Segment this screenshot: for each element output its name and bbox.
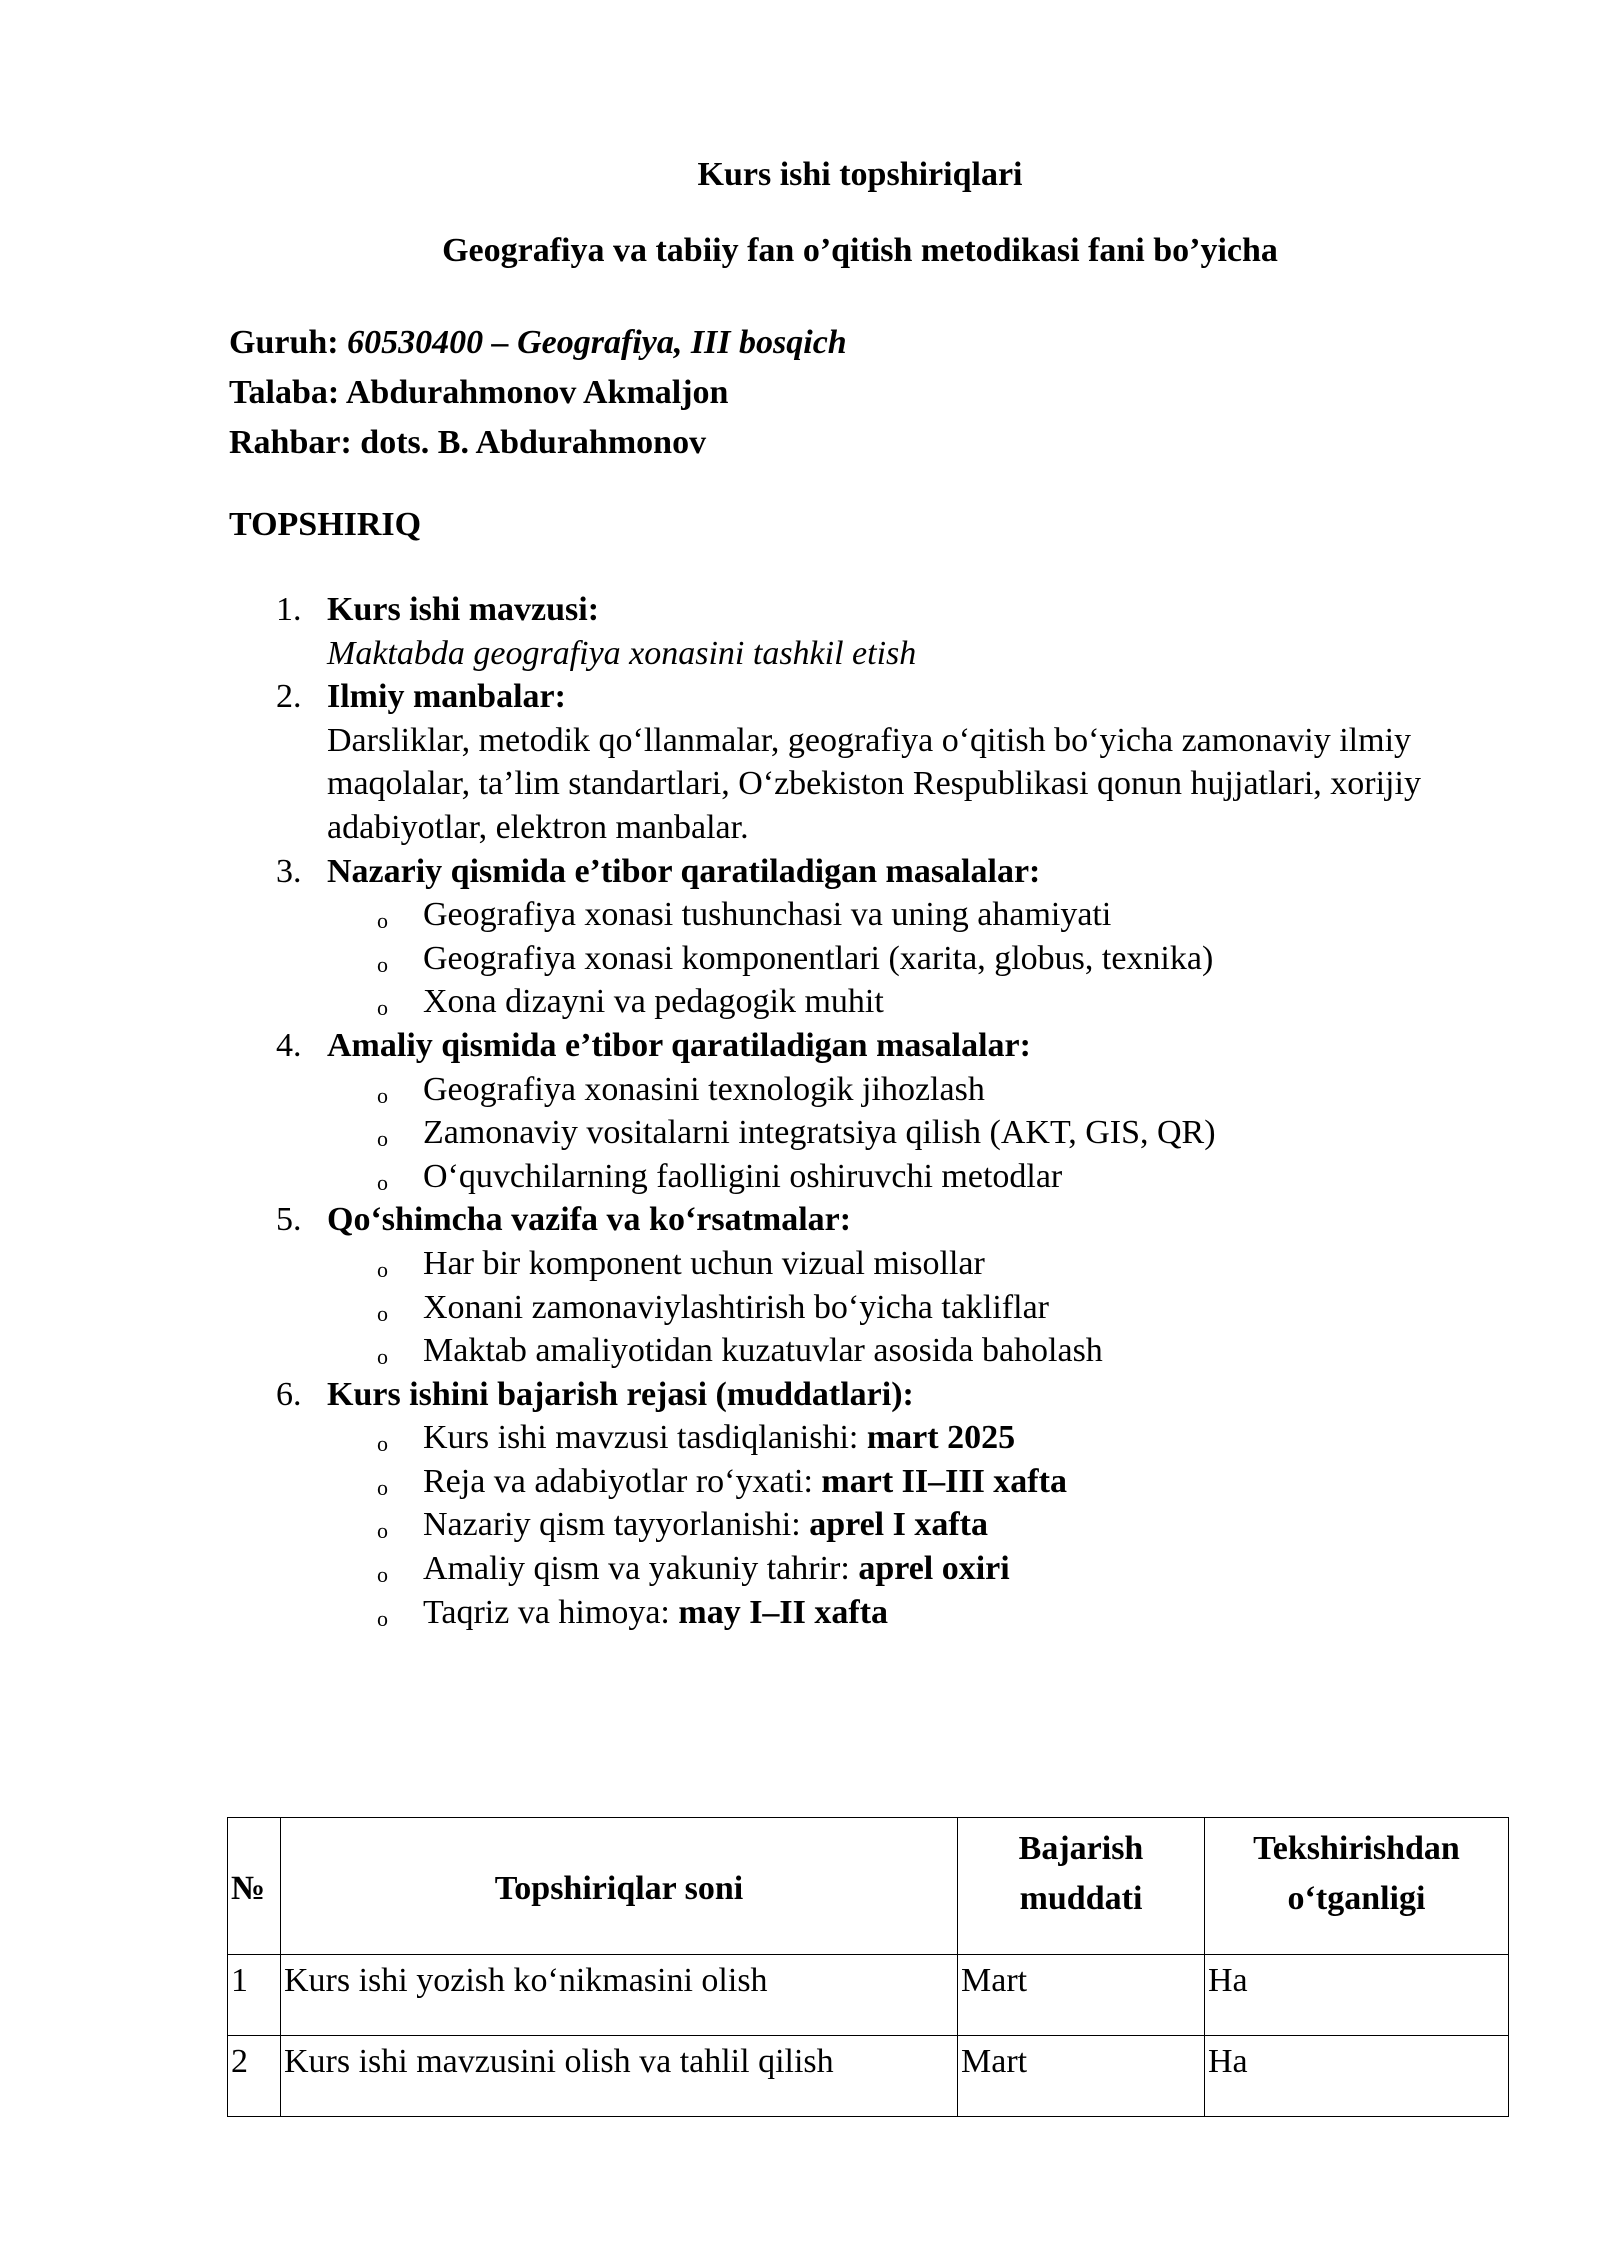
task-number: 5. (276, 1201, 302, 1239)
document-subtitle: Geografiya va tabiiy fan o’qitish metodikasi fani bo’yicha (442, 232, 1278, 269)
schedule-date: mart 2025 (866, 1419, 1016, 1457)
bullet-icon: o (377, 1474, 388, 1500)
sub-item (229, 1329, 1529, 1373)
task-title: Kurs ishini bajarish rejasi (muddatlari): (327, 1375, 914, 1413)
task-title: Ilmiy manbalar: (327, 678, 566, 716)
sub-item (229, 893, 1529, 937)
cell-number: 1 (228, 1955, 281, 2036)
sub-item-text: Maktab amaliyotidan kuzatuvlar asosida baholash (423, 1332, 1103, 1370)
task-item (229, 850, 1529, 894)
schedule-item (229, 1460, 1529, 1504)
sub-item (229, 1155, 1529, 1199)
task-item (229, 588, 1529, 675)
sub-item (229, 1286, 1529, 1330)
cell-task: Kurs ishi mavzusini olish va tahlil qilish (281, 2036, 958, 2117)
cell-number: 2 (228, 2036, 281, 2117)
task-item (229, 1198, 1529, 1242)
sub-item-text: Geografiya xonasini texnologik jihozlash (423, 1070, 985, 1108)
sub-item-text: Zamonaviy vositalarni integratsiya qilish (AKT, GIS, QR) (423, 1114, 1216, 1152)
schedule-label: Reja va adabiyotlar ro‘yxati: (423, 1462, 822, 1500)
schedule-date: aprel oxiri (858, 1550, 1010, 1588)
sub-item-text: Xona dizayni va pedagogik muhit (423, 983, 884, 1021)
table-row (228, 1955, 1509, 2036)
header-checked: Tekshirishdan o‘tganligi (1205, 1818, 1509, 1955)
task-number: 2. (276, 678, 302, 716)
schedule-label: Taqriz va himoya: (423, 1593, 679, 1631)
bullet-icon: o (377, 1256, 388, 1282)
task-number: 4. (276, 1026, 302, 1064)
bullet-icon: o (377, 1518, 388, 1544)
task-item (229, 675, 1529, 849)
sub-item-text: Geografiya xonasi komponentlari (xarita, globus, texnika) (423, 939, 1214, 977)
student-line (229, 368, 847, 418)
tasks-table (227, 1817, 1509, 2117)
info-block (229, 318, 847, 468)
header-tasks: Topshiriqlar soni (281, 1818, 958, 1955)
sub-item (229, 1242, 1529, 1286)
schedule-date: mart II–III xafta (821, 1462, 1067, 1500)
document-title: Kurs ishi topshiriqlari (697, 156, 1023, 193)
task-title: Kurs ishi mavzusi: (327, 591, 600, 628)
task-title: Qo‘shimcha vazifa va ko‘rsatmalar: (327, 1201, 852, 1239)
bullet-icon: o (377, 951, 388, 977)
sub-item-text: Geografiya xonasi tushunchasi va uning ahamiyati (423, 896, 1112, 934)
task-item (229, 1373, 1529, 1417)
bullet-icon: o (377, 1605, 388, 1631)
schedule-item (229, 1547, 1529, 1591)
task-title: Nazariy qismida e’tibor qaratiladigan masalalar: (327, 852, 1041, 890)
cell-deadline: Mart (958, 2036, 1205, 2117)
bullet-icon: o (377, 995, 388, 1021)
student-label: Talaba: (229, 374, 340, 411)
sub-item-text: Har bir komponent uchun vizual misollar (423, 1244, 985, 1282)
supervisor-value: dots. B. Abdurahmonov (360, 424, 707, 461)
cell-deadline: Mart (958, 1955, 1205, 2036)
bullet-icon: o (377, 1562, 388, 1588)
task-title: Amaliy qismida e’tibor qaratiladigan masalalar: (327, 1026, 1031, 1064)
section-heading: TOPSHIRIQ (229, 506, 422, 543)
supervisor-line (229, 418, 847, 468)
bullet-icon: o (377, 1431, 388, 1457)
group-value: 60530400 – Geografiya, III bosqich (347, 324, 847, 361)
group-line (229, 318, 847, 368)
schedule-item (229, 1503, 1529, 1547)
supervisor-label: Rahbar: (229, 424, 352, 461)
task-number: 3. (276, 852, 302, 890)
schedule-date: aprel I xafta (809, 1506, 988, 1544)
student-value: Abdurahmonov Akmaljon (345, 374, 729, 411)
bullet-icon: o (377, 1169, 388, 1195)
bullet-icon: o (377, 908, 388, 934)
schedule-date: may I–II xafta (678, 1593, 889, 1631)
task-description: Darsliklar, metodik qo‘llanmalar, geografiya o‘qitish bo‘yicha zamonaviy ilmiy maqolalar, ta’lim standartlari, O‘zbekiston Respublikasi qonun hujjatlari, xorijiy adabiyotlar, elektron manbalar. (327, 721, 1421, 846)
cell-checked: Ha (1205, 1955, 1509, 2036)
task-description: Maktabda geografiya xonasini tashkil etish (327, 634, 917, 672)
bullet-icon: o (377, 1344, 388, 1370)
schedule-item (229, 1416, 1529, 1460)
task-number: 6. (276, 1375, 302, 1413)
cell-task: Kurs ishi yozish ko‘nikmasini olish (281, 1955, 958, 2036)
sub-item (229, 980, 1529, 1024)
schedule-label: Kurs ishi mavzusi tasdiqlanishi: (423, 1419, 867, 1457)
sub-item-text: Xonani zamonaviylashtirish bo‘yicha takliflar (423, 1288, 1049, 1326)
task-item (229, 1024, 1529, 1068)
cell-checked: Ha (1205, 2036, 1509, 2117)
schedule-label: Amaliy qism va yakuniy tahrir: (423, 1550, 859, 1588)
bullet-icon: o (377, 1082, 388, 1108)
sub-item (229, 1111, 1529, 1155)
task-list (229, 588, 1529, 1634)
sub-item (229, 937, 1529, 981)
table-row (228, 2036, 1509, 2117)
bullet-icon: o (377, 1300, 388, 1326)
table-header-row (228, 1818, 1509, 1955)
bullet-icon: o (377, 1126, 388, 1152)
schedule-label: Nazariy qism tayyorlanishi: (423, 1506, 810, 1544)
group-label: Guruh: (229, 324, 339, 361)
header-deadline: Bajarish muddati (958, 1818, 1205, 1955)
header-number: № (228, 1818, 281, 1955)
sub-item (229, 1068, 1529, 1112)
task-number: 1. (276, 591, 302, 628)
sub-item-text: O‘quvchilarning faolligini oshiruvchi metodlar (423, 1157, 1063, 1195)
schedule-item (229, 1591, 1529, 1635)
